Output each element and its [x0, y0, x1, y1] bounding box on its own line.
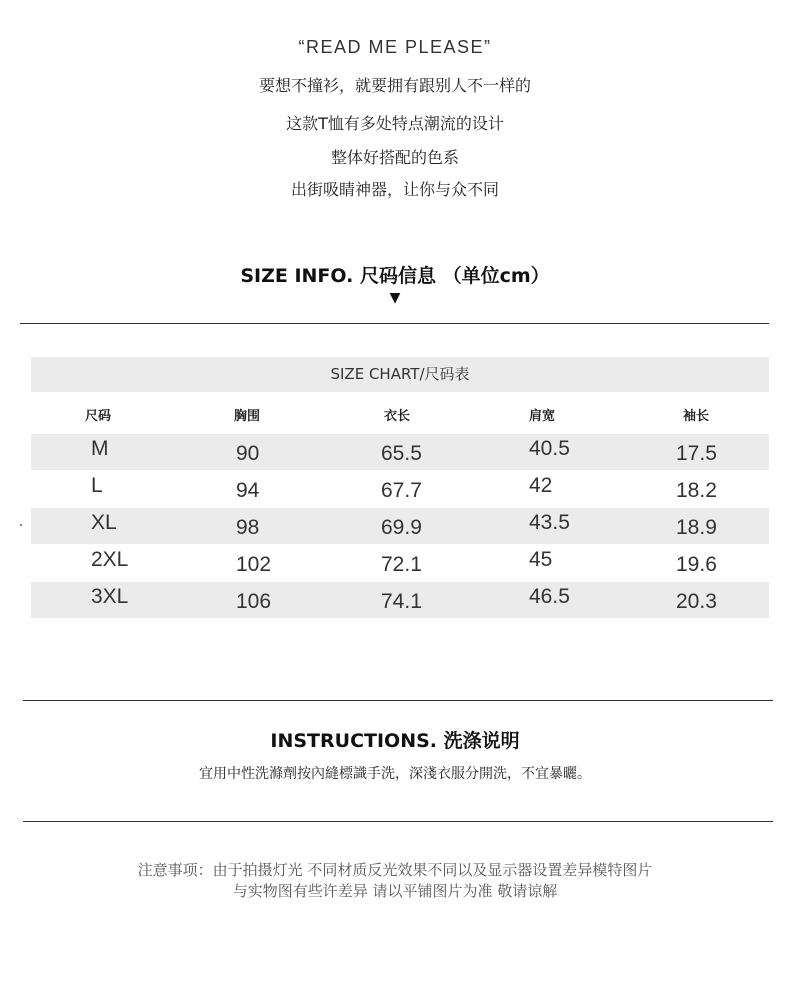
down-arrow-icon: ▼: [389, 290, 401, 306]
table-cell: 94: [236, 479, 260, 502]
table-cell: 46.5: [529, 585, 570, 608]
table-row: [31, 582, 769, 618]
table-cell: 40.5: [529, 437, 570, 460]
table-cell: XL: [91, 511, 117, 534]
table-cell: 18.2: [676, 479, 717, 502]
table-row: [31, 508, 769, 544]
size-chart-title: SIZE CHART/尺码表: [31, 357, 769, 392]
table-cell: 72.1: [381, 553, 422, 576]
table-cell: 17.5: [676, 442, 717, 465]
table-row: [31, 545, 769, 581]
divider: [20, 323, 769, 324]
table-header-row: [31, 400, 769, 428]
table-cell: 20.3: [676, 590, 717, 613]
table-cell: 3XL: [91, 585, 129, 608]
table-cell: 69.9: [381, 516, 422, 539]
column-header: 衣长: [384, 409, 411, 424]
divider: [23, 700, 773, 701]
table-cell: L: [91, 474, 103, 497]
table-cell: 18.9: [676, 516, 717, 539]
table-cell: 45: [529, 548, 553, 571]
table-cell: 106: [236, 590, 272, 613]
table-cell: 90: [236, 442, 260, 465]
size-info-heading: SIZE INFO. 尺码信息 （单位cm）: [240, 265, 550, 287]
column-header: 胸围: [234, 409, 261, 424]
table-row: [31, 471, 769, 507]
table-cell: M: [91, 437, 109, 460]
column-header: 肩宽: [529, 409, 556, 424]
table-cell: 2XL: [91, 548, 129, 571]
instructions-heading: INSTRUCTIONS. 洗涤说明: [270, 730, 520, 752]
table-cell: 19.6: [676, 553, 717, 576]
table-cell: 98: [236, 516, 260, 539]
read-me-title: “READ ME PLEASE”: [298, 37, 492, 57]
intro-line: 这款T恤有多处特点潮流的设计: [286, 114, 504, 133]
table-cell: 42: [529, 474, 553, 497]
stray-dot: [20, 524, 22, 526]
intro-line: 要想不撞衫，就要拥有跟别人不一样的: [258, 76, 531, 95]
column-header: 袖长: [683, 409, 710, 424]
table-row: [31, 434, 769, 470]
table-cell: 67.7: [381, 479, 422, 502]
intro-line: 出街吸睛神器，让你与众不同: [290, 180, 499, 199]
instructions-text: 宜用中性洗滌劑按內縫標識手洗，深淺衣服分開洗，不宜暴曬。: [199, 766, 591, 782]
table-cell: 74.1: [381, 590, 422, 613]
column-header: 尺码: [85, 409, 112, 424]
table-cell: 43.5: [529, 511, 570, 534]
table-cell: 65.5: [381, 442, 422, 465]
note-line: 注意事项：由于拍摄灯光 不同材质反光效果不同以及显示器设置差异模特图片: [137, 861, 653, 879]
note-line: 与实物图有些许差异 请以平铺图片为准 敬请谅解: [232, 882, 558, 900]
intro-line: 整体好搭配的色系: [330, 148, 459, 167]
table-cell: 102: [236, 553, 272, 576]
divider: [23, 821, 773, 822]
